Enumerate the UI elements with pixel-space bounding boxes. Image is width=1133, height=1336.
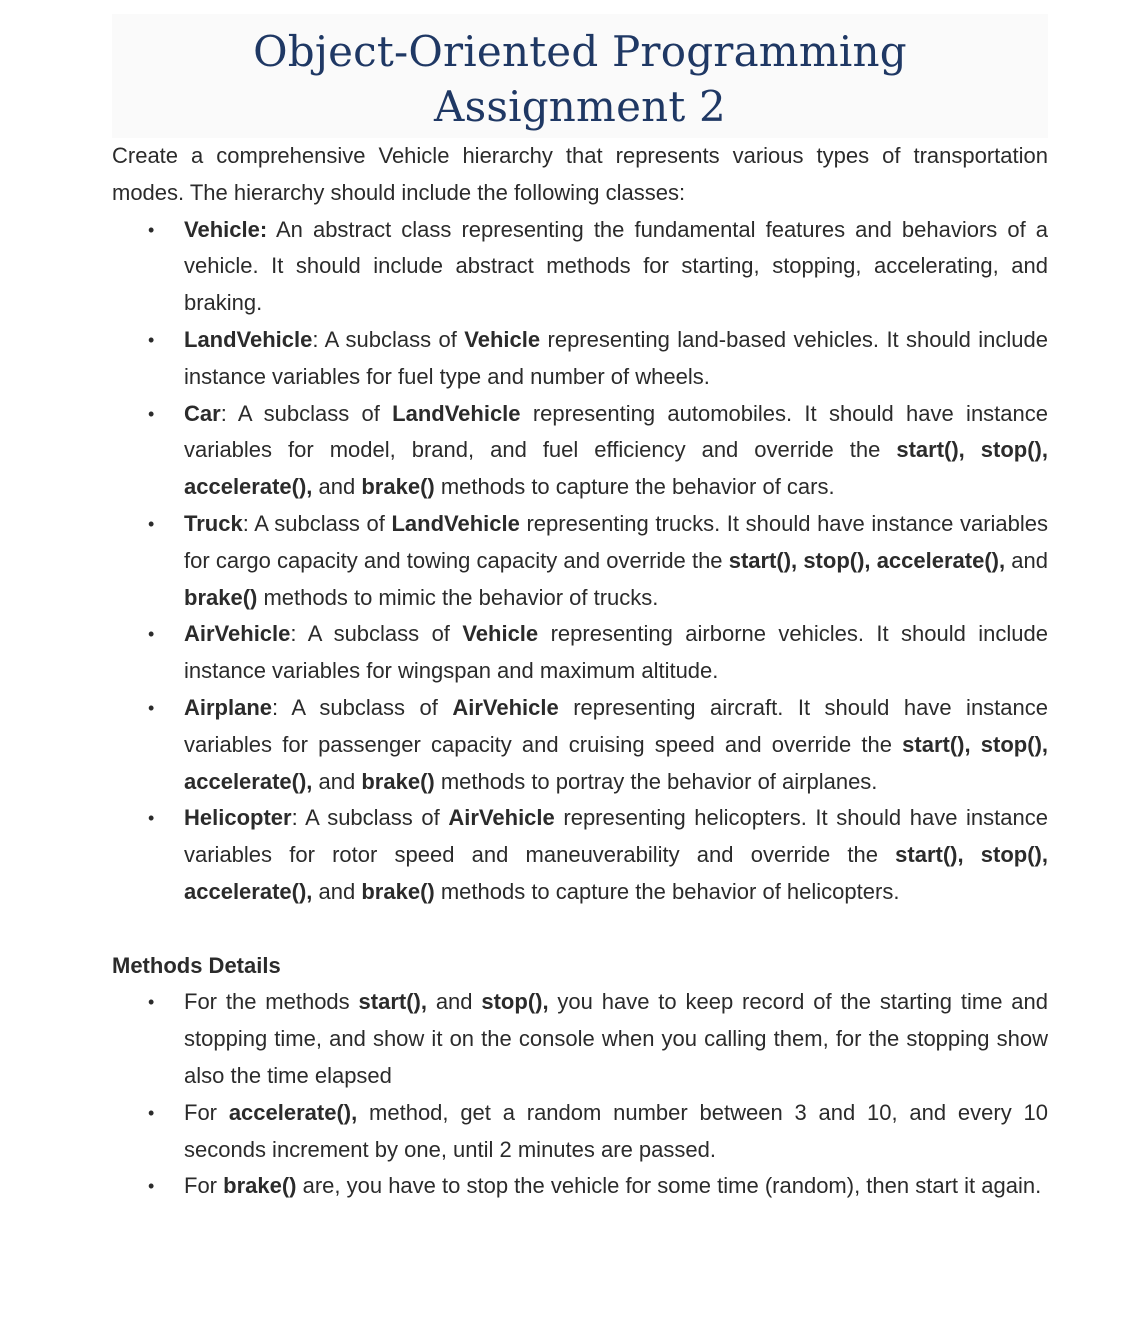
list-item-start-stop	[112, 984, 1048, 1094]
bullet-icon: •	[148, 992, 155, 1013]
class-description: An abstract class representing the fundamental features and behaviors of a vehicle. It should include abstract methods for starting, stopping, accelerating, and braking.	[184, 216, 1048, 316]
text-fragment: representing helicopters. It should have instance variables for rotor speed and maneuverability and override the	[184, 805, 1048, 868]
method-names: start(), stop(), accelerate(),	[184, 731, 1049, 794]
text-fragment: and	[312, 474, 362, 500]
blank-line	[112, 911, 1048, 948]
list-item-accelerate	[112, 1095, 1048, 1169]
class-name: Helicopter	[184, 805, 292, 831]
bullet-icon: •	[148, 329, 155, 350]
parent-class-name: LandVehicle	[391, 510, 520, 536]
method-names: start(), stop(), accelerate(),	[184, 437, 1048, 500]
parent-class-name: AirVehicle	[448, 805, 555, 831]
text-fragment: and	[1005, 547, 1048, 573]
text-fragment: representing trucks. It should have instance variables for cargo capacity and towing capacity and override the	[184, 510, 1048, 573]
brake-method-name: brake()	[184, 584, 258, 610]
parent-class-name: Vehicle	[464, 326, 541, 352]
text-fragment: and	[312, 878, 362, 904]
method-name: stop(),	[481, 989, 549, 1015]
bullet-icon: •	[148, 1176, 155, 1197]
text-fragment: representing aircraft. It should have instance variables for passenger capacity and cruising speed and override the	[184, 694, 1049, 757]
text-fragment: you have to keep record of the starting time and stopping time, and show it on the console when you calling them, for the stopping show also the time elapsed	[184, 989, 1048, 1088]
text-fragment: : A subclass of	[242, 510, 392, 536]
text-fragment: : A subclass of	[290, 621, 463, 647]
text-fragment: methods to capture the behavior of helicopters.	[434, 878, 900, 904]
parent-class-name: LandVehicle	[392, 400, 521, 426]
text-fragment: method, get a random number between 3 and 10, and every 10 seconds increment by one, until 2 minutes are passed.	[184, 1099, 1048, 1162]
methods-list	[112, 984, 1048, 1205]
list-item-vehicle	[112, 212, 1048, 322]
class-name: Airplane	[184, 694, 273, 720]
brake-method-name: brake()	[361, 768, 435, 794]
text-fragment: are, you have to stop the vehicle for some time (random), then start it again.	[296, 1173, 1042, 1199]
list-item-car	[112, 396, 1048, 506]
parent-class-name: Vehicle	[462, 621, 539, 647]
class-name: Car	[184, 400, 221, 426]
class-name: Truck	[184, 510, 243, 536]
page-title: Object-Oriented Programming	[253, 27, 907, 76]
brake-method-name: brake()	[361, 878, 435, 904]
list-item-helicopter	[112, 800, 1048, 910]
method-names: start(), stop(), accelerate(),	[184, 842, 1048, 904]
list-item-airplane	[112, 690, 1048, 800]
text-fragment: and	[426, 989, 482, 1015]
intro-paragraph: Create a comprehensive Vehicle hierarchy that represents various types of transportation modes. The hierarchy should include the following classes:	[112, 143, 1048, 205]
text-fragment: and	[312, 768, 362, 794]
text-fragment: representing automobiles. It should have instance variables for model, brand, and fuel efficiency and override the	[184, 400, 1048, 463]
bullet-icon: •	[148, 697, 155, 718]
text-fragment: methods to capture the behavior of cars.	[434, 474, 835, 500]
method-name: brake()	[223, 1173, 297, 1199]
text-fragment: representing land-based vehicles. It should include instance variables for fuel type and number of wheels.	[184, 326, 1048, 389]
bullet-icon: •	[148, 624, 155, 645]
text-fragment: methods to mimic the behavior of trucks.	[257, 584, 659, 610]
parent-class-name: AirVehicle	[452, 694, 559, 720]
section-heading: Methods Details	[112, 952, 281, 978]
text-fragment: methods to portray the behavior of airplanes.	[434, 768, 878, 794]
list-item-airvehicle	[112, 616, 1048, 690]
class-name: Vehicle:	[184, 216, 268, 242]
list-item-truck	[112, 506, 1048, 616]
list-item-brake	[112, 1168, 1048, 1205]
title-block	[112, 14, 1048, 138]
text-fragment: For	[184, 1173, 224, 1199]
method-names: start(), stop(), accelerate(),	[728, 547, 1006, 573]
method-name: start(),	[358, 989, 427, 1015]
text-fragment: representing airborne vehicles. It should include instance variables for wingspan and maximum altitude.	[184, 621, 1048, 684]
bullet-icon: •	[148, 513, 155, 534]
bullet-icon: •	[148, 1102, 155, 1123]
text-fragment: : A subclass of	[291, 805, 449, 831]
class-name: AirVehicle	[184, 621, 291, 647]
text-fragment: : A subclass of	[220, 400, 393, 426]
text-fragment: For	[184, 1099, 229, 1125]
page-subtitle: Assignment 2	[434, 82, 726, 131]
list-item-landvehicle	[112, 322, 1048, 396]
bullet-icon: •	[148, 808, 155, 829]
brake-method-name: brake()	[361, 474, 435, 500]
method-name: accelerate(),	[228, 1099, 358, 1125]
bullet-icon: •	[148, 403, 155, 424]
bullet-icon: •	[148, 219, 155, 240]
class-name: LandVehicle	[184, 326, 313, 352]
document-page	[112, 14, 1048, 1205]
class-list	[112, 212, 1048, 911]
text-fragment: : A subclass of	[272, 694, 453, 720]
text-fragment: For the methods	[184, 989, 359, 1015]
text-fragment: : A subclass of	[312, 326, 465, 352]
